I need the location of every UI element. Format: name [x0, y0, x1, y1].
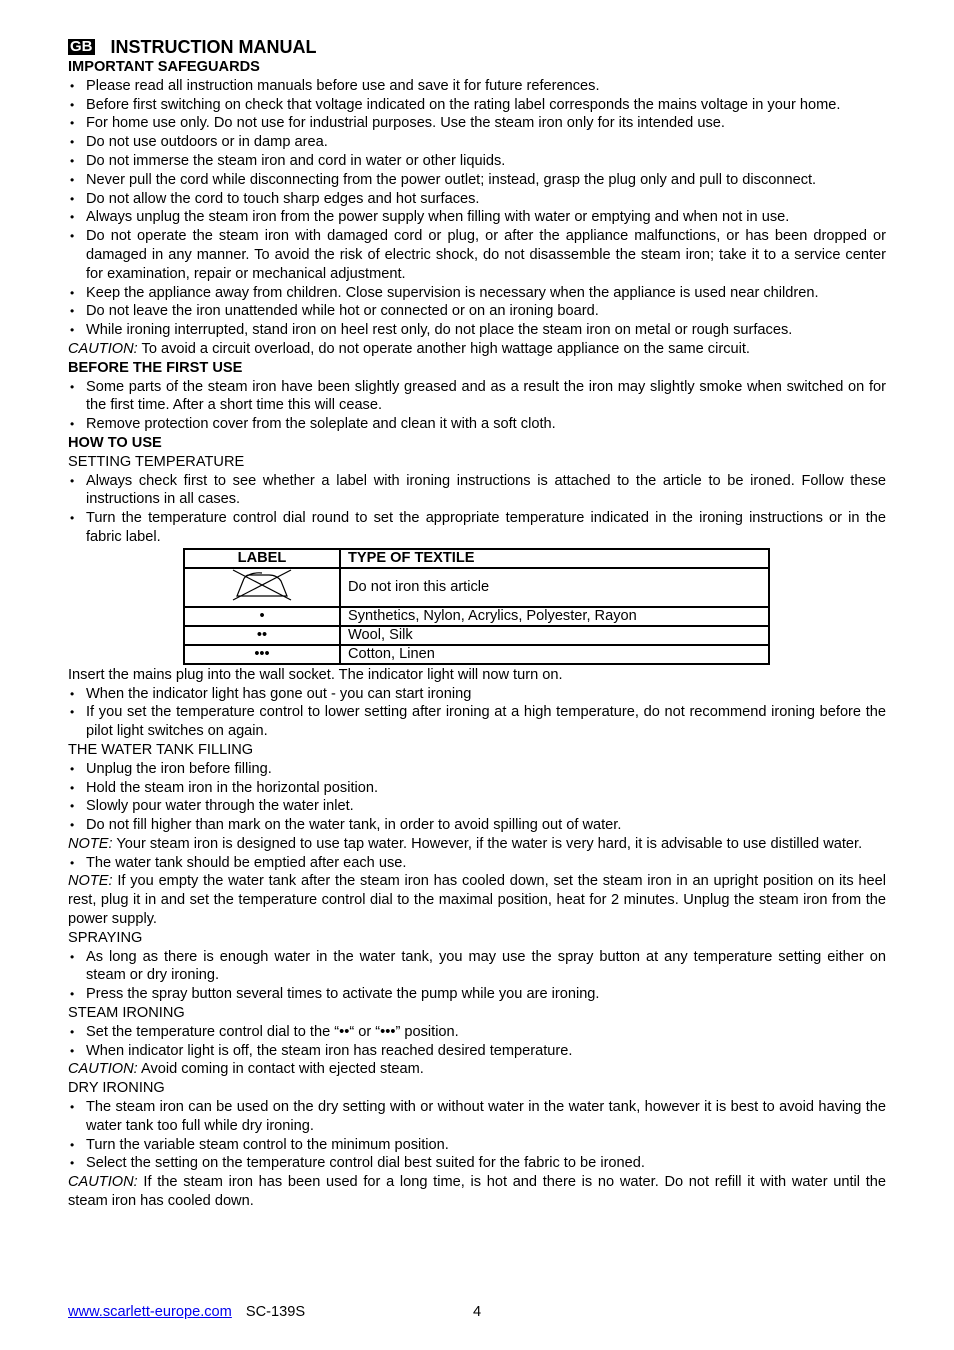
- steam-caution: [68, 1060, 886, 1079]
- language-badge: GB: [70, 38, 93, 55]
- steam-ironing-heading: STEAM IRONING: [68, 1005, 185, 1022]
- list-item: • Do not operate the steam iron with damaged cord or plug, or after the appliance malfunctions, or has been dropped or damaged in any manner. To avoid the risk of electric shock, do not disassemble the steam iron; take it to a service center for examination, repair or mechanical adjustment.: [68, 227, 886, 283]
- insert-plug-text: Insert the mains plug into the wall socket. The indicator light will now turn on.: [68, 666, 563, 683]
- list-item: • While ironing interrupted, stand iron on heel rest only, do not place the steam iron on metal or rough surfaces.: [68, 321, 886, 340]
- list-item: • If you set the temperature control to lower setting after ironing at a high temperature, do not recommend ironing before the pilot light switches on again.: [68, 703, 886, 741]
- list-item: • Unplug the iron before filling.: [68, 760, 886, 779]
- table-cell-label: [184, 568, 340, 607]
- safeguards-heading: IMPORTANT SAFEGUARDS: [68, 59, 260, 75]
- first-use-list: [68, 378, 886, 434]
- list-item: • As long as there is enough water in the water tank, you may use the spray button at any temperature setting either on steam or dry ironing.: [68, 948, 886, 986]
- list-item: • Press the spray button several times to activate the pump while you are ironing.: [68, 985, 886, 1004]
- caution-text: Avoid coming in contact with ejected steam.: [137, 1061, 424, 1078]
- list-item: • Hold the steam iron in the horizontal position.: [68, 779, 886, 798]
- list-item: • When indicator light is off, the steam iron has reached desired temperature.: [68, 1042, 886, 1061]
- list-item: • Keep the appliance away from children. Close supervision is necessary when the appliance is used near children.: [68, 284, 886, 303]
- list-item: • Always unplug the steam iron from the power supply when filling with water or emptying and when not in use.: [68, 208, 886, 227]
- first-use-heading: BEFORE THE FIRST USE: [68, 359, 243, 376]
- note-text: If you empty the water tank after the steam iron has cooled down, set the steam iron in an upright position on its heel rest, plug it in and set the temperature control dial to the maximal position, heat for 2 minutes. Unplug the steam iron from the power supply.: [68, 873, 886, 928]
- page-footer: [68, 1303, 886, 1322]
- table-cell-label: •••: [184, 645, 340, 664]
- list-item: • Do not leave the iron unattended while hot or connected or on an ironing board.: [68, 302, 886, 321]
- note-label: NOTE:: [68, 873, 113, 890]
- list-item: • Do not allow the cord to touch sharp edges and hot surfaces.: [68, 190, 886, 209]
- table-row: [184, 626, 769, 645]
- list-item: • The steam iron can be used on the dry setting with or without water in the water tank, however it is best to avoid having the water tank too full while dry ironing.: [68, 1098, 886, 1136]
- list-item: • Set the temperature control dial to the “••“ or “•••” position.: [68, 1023, 886, 1042]
- type-column-header: TYPE OF TEXTILE: [340, 549, 769, 568]
- caution-label: CAUTION:: [68, 340, 138, 357]
- safeguards-list: [68, 77, 886, 340]
- water-tank-list: [68, 760, 886, 835]
- note-text: Your steam iron is designed to use tap water. However, if the water is very hard, it is advisable to use distilled water.: [112, 835, 863, 852]
- list-item: • Do not immerse the steam iron and cord in water or other liquids.: [68, 152, 886, 171]
- caution-label: CAUTION:: [68, 1174, 138, 1191]
- title-text: INSTRUCTION MANUAL: [110, 37, 317, 57]
- table-cell-label: ••: [184, 626, 340, 645]
- how-to-use-heading: HOW TO USE: [68, 434, 162, 451]
- note-label: NOTE:: [68, 835, 113, 852]
- setting-temperature-heading: SETTING TEMPERATURE: [68, 453, 245, 470]
- list-item: • Before first switching on check that voltage indicated on the rating label corresponds the mains voltage in your home.: [68, 96, 886, 115]
- water-note-2: [68, 872, 886, 928]
- dry-ironing-heading: DRY IRONING: [68, 1080, 165, 1097]
- safeguards-caution: [68, 340, 886, 359]
- do-not-iron-icon: [231, 569, 293, 601]
- steam-ironing-list: [68, 1023, 886, 1061]
- table-row: [184, 645, 769, 664]
- manual-page: [68, 36, 886, 1211]
- dry-ironing-list: [68, 1098, 886, 1173]
- list-item: • Turn the variable steam control to the minimum position.: [68, 1136, 886, 1155]
- list-item: • Turn the temperature control dial round to set the appropriate temperature indicated in the ironing instructions or in the fabric label.: [68, 509, 886, 547]
- list-item: • Always check first to see whether a label with ironing instructions is attached to the article to be ironed. Follow these instructions in all cases.: [68, 472, 886, 510]
- list-item: • When the indicator light has gone out - you can start ironing: [68, 685, 886, 704]
- water-note: [68, 835, 886, 854]
- model-number: SC-139S: [245, 1304, 306, 1320]
- table-row: [184, 607, 769, 626]
- table-cell-type: Wool, Silk: [340, 626, 769, 645]
- insert-list: [68, 685, 886, 741]
- spraying-heading: SPRAYING: [68, 929, 143, 946]
- table-cell-type: Cotton, Linen: [340, 645, 769, 664]
- list-item: • Please read all instruction manuals before use and save it for future references.: [68, 77, 886, 96]
- water-tank-heading: THE WATER TANK FILLING: [68, 741, 254, 758]
- dry-caution: [68, 1173, 886, 1211]
- setting-temperature-list: [68, 472, 886, 547]
- page-number: 4: [473, 1304, 482, 1320]
- table-cell-type: Synthetics, Nylon, Acrylics, Polyester, Rayon: [340, 607, 769, 626]
- table-cell-type: Do not iron this article: [340, 568, 769, 607]
- caution-text: To avoid a circuit overload, do not operate another high wattage appliance on the same circuit.: [137, 340, 750, 357]
- list-item: • Some parts of the steam iron have been slightly greased and as a result the iron may slightly smoke when switched on for the first time. After a short time this will cease.: [68, 378, 886, 416]
- water-tank-list-2: [68, 854, 886, 873]
- textile-table: [183, 548, 770, 665]
- caution-text: If the steam iron has been used for a long time, is hot and there is no water. Do not refill it with water until the steam iron has cooled down.: [68, 1174, 886, 1210]
- caution-label: CAUTION:: [68, 1061, 138, 1078]
- label-column-header: LABEL: [184, 549, 340, 568]
- list-item: • Select the setting on the temperature control dial best suited for the fabric to be ironed.: [68, 1154, 886, 1173]
- list-item: • For home use only. Do not use for industrial purposes. Use the steam iron only for its intended use.: [68, 114, 886, 133]
- table-cell-label: •: [184, 607, 340, 626]
- list-item: • Slowly pour water through the water inlet.: [68, 797, 886, 816]
- manual-title: [68, 36, 886, 58]
- website-link[interactable]: www.scarlett-europe.com: [68, 1304, 232, 1320]
- list-item: • Never pull the cord while disconnecting from the power outlet; instead, grasp the plug only and pull to disconnect.: [68, 171, 886, 190]
- list-item: • The water tank should be emptied after each use.: [68, 854, 886, 873]
- spraying-list: [68, 948, 886, 1004]
- table-row: [184, 568, 769, 607]
- list-item: • Remove protection cover from the soleplate and clean it with a soft cloth.: [68, 415, 886, 434]
- list-item: • Do not fill higher than mark on the water tank, in order to avoid spilling out of water.: [68, 816, 886, 835]
- list-item: • Do not use outdoors or in damp area.: [68, 133, 886, 152]
- table-header-row: [184, 549, 769, 568]
